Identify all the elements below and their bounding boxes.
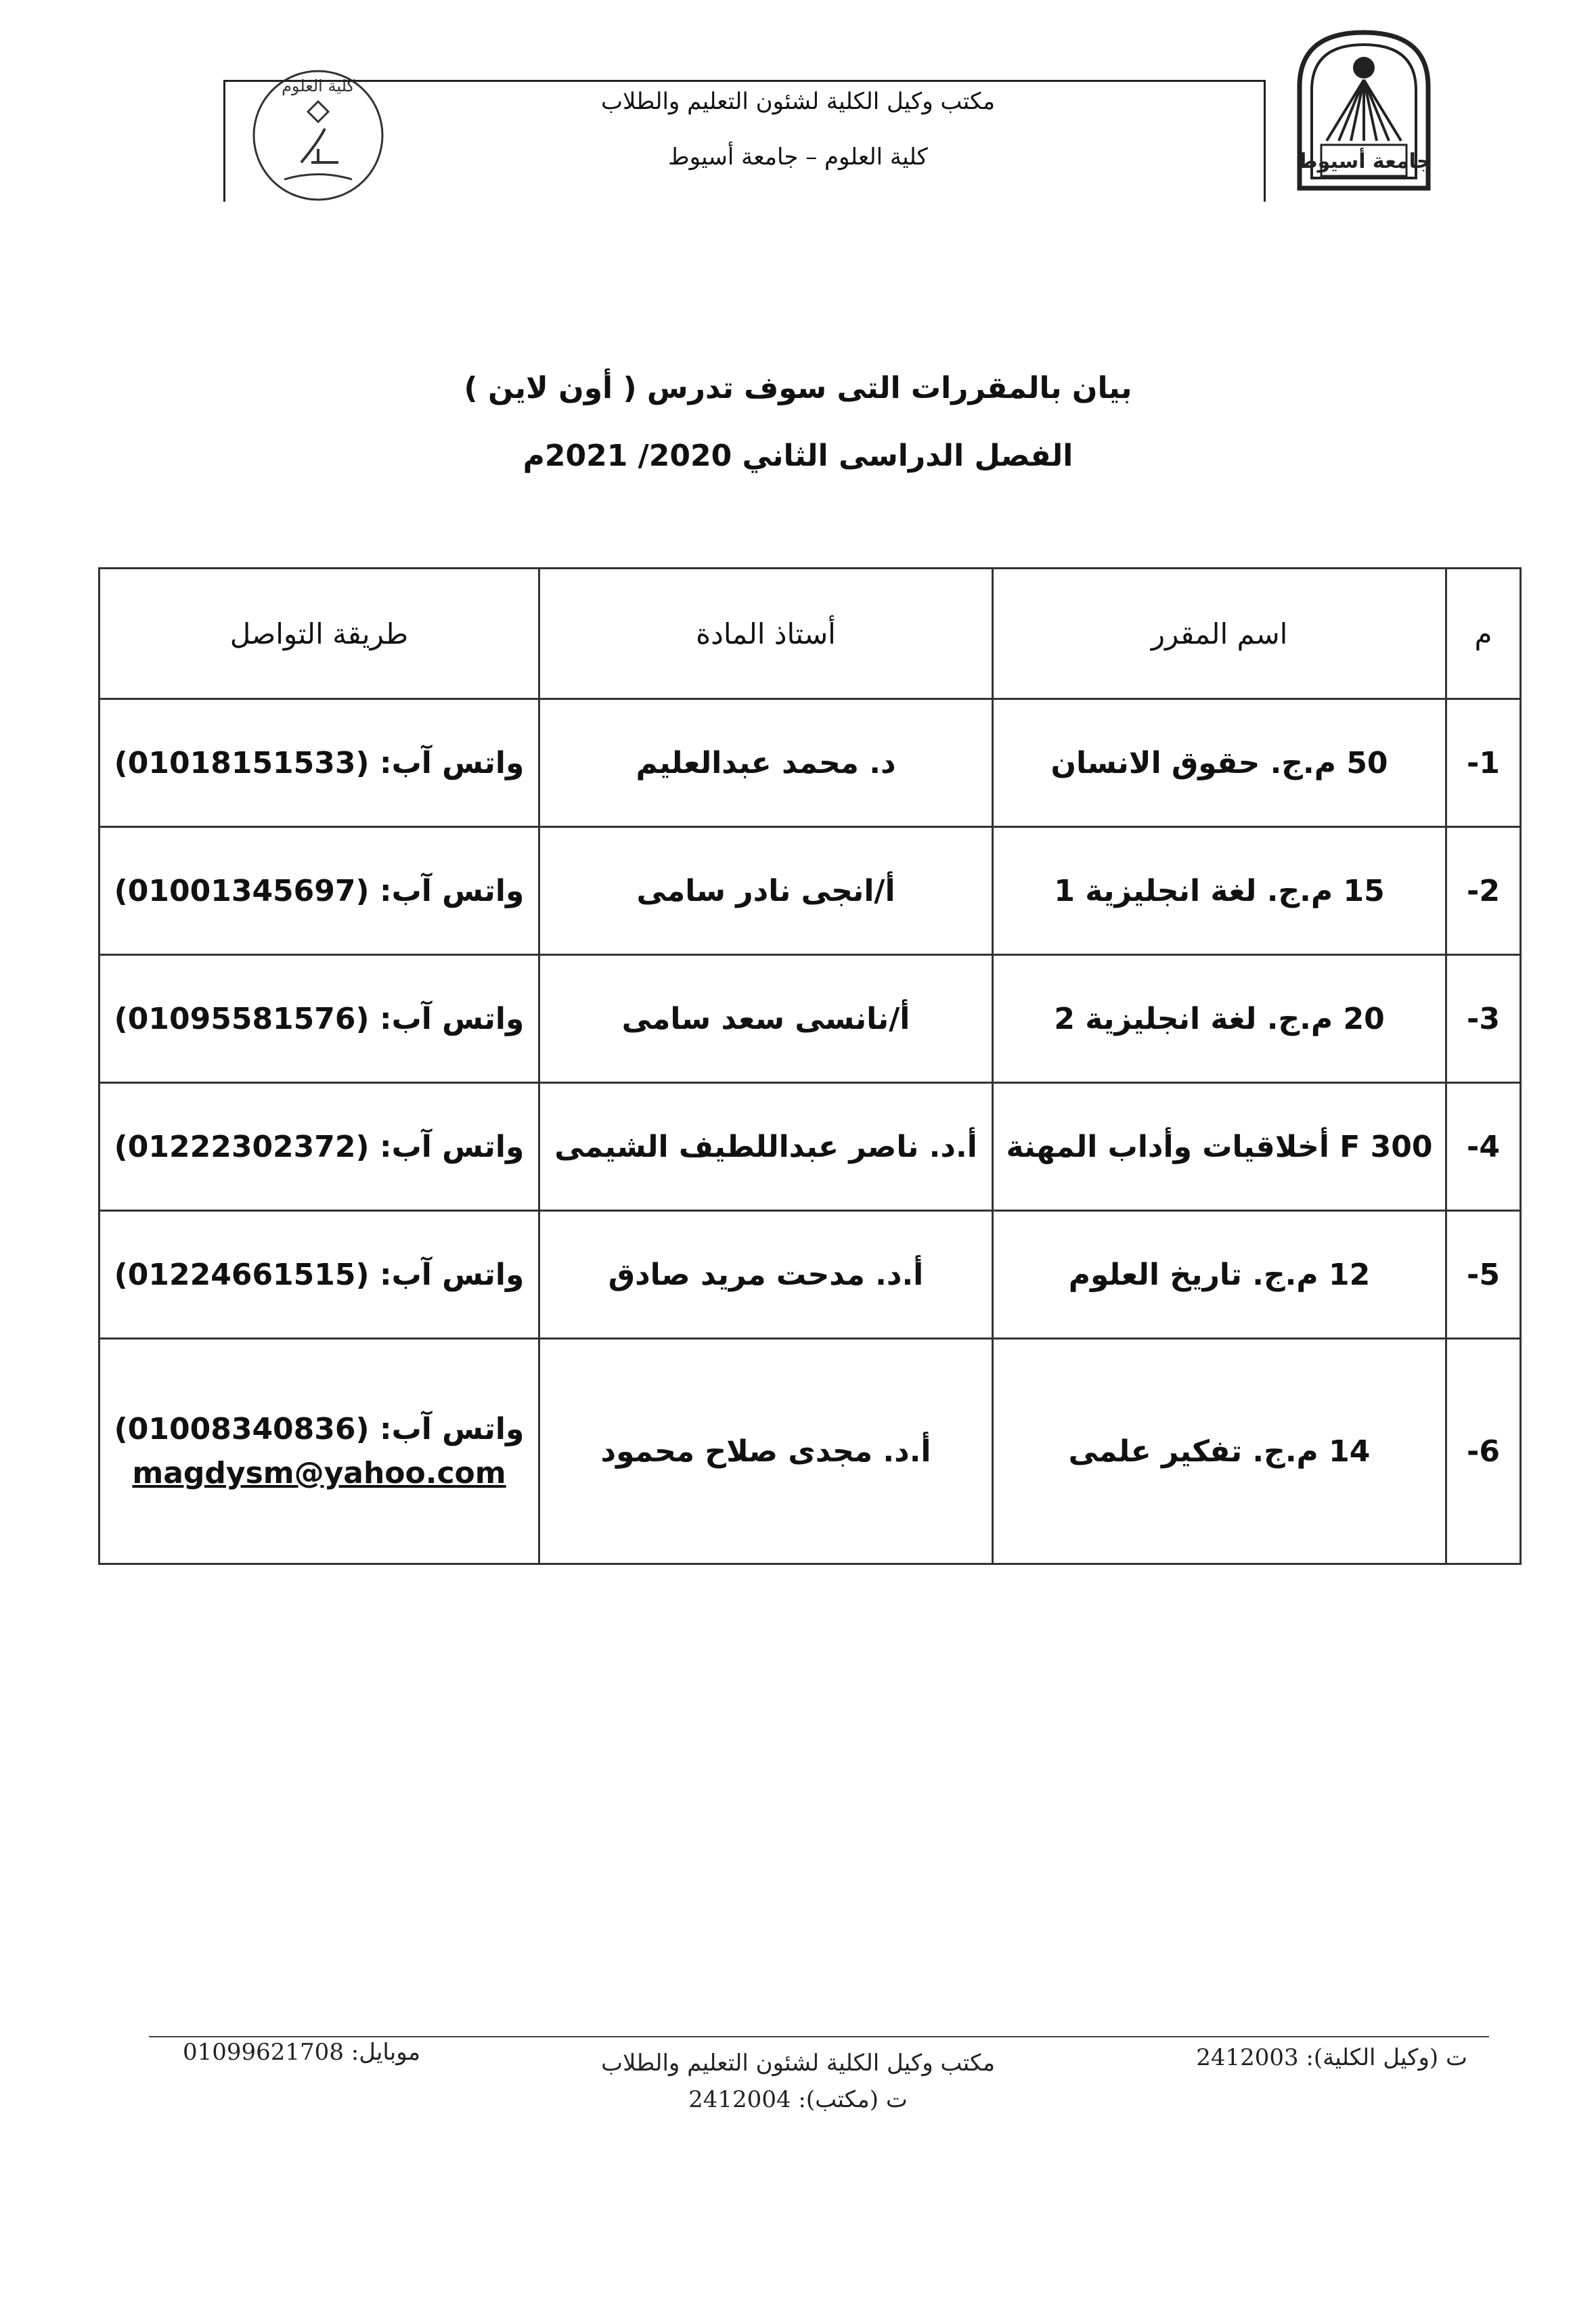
table-row	[99, 1083, 1521, 1211]
semester-subtitle: الفصل الدراسى الثاني 2020/ 2021م	[523, 439, 1073, 473]
whatsapp-label: واتس آب:	[379, 1129, 525, 1164]
phone-number: (01224661515)	[114, 1257, 370, 1292]
whatsapp-label: واتس آب:	[379, 745, 525, 780]
document-title: بيان بالمقررات التى سوف تدرس ( أون لاين )	[464, 371, 1132, 405]
row-number: 2-	[1446, 827, 1521, 955]
professor-name: أ.د. مجدى صلاح محمود	[539, 1339, 993, 1564]
course-name: 14 م.ج. تفكير علمى	[993, 1339, 1446, 1564]
row-number: 1-	[1446, 699, 1521, 827]
table-row	[99, 699, 1521, 827]
row-number: 5-	[1446, 1211, 1521, 1339]
table-header-row	[99, 569, 1521, 699]
course-name: 12 م.ج. تاريخ العلوم	[993, 1211, 1446, 1339]
header-contact-method: طريقة التواصل	[99, 569, 539, 699]
course-name: F 300 أخلاقيات وأداب المهنة	[993, 1083, 1446, 1211]
footer-mobile: موبايل: 01099621708	[183, 2039, 421, 2066]
university-logo-text: جامعة أسيوط	[1296, 150, 1432, 173]
whatsapp-label: واتس آب:	[379, 1001, 525, 1036]
email-link[interactable]: magdysm@yahoo.com	[132, 1456, 506, 1490]
contact-cell	[99, 955, 539, 1083]
professor-name: أ/انجى نادر سامى	[539, 827, 993, 955]
footer-office-phone: ت (مكتب): 2412004	[688, 2086, 908, 2113]
professor-name: أ.د. ناصر عبداللطيف الشيمى	[539, 1083, 993, 1211]
contact-cell	[99, 699, 539, 827]
contact-cell	[99, 1083, 539, 1211]
course-name: 50 م.ج. حقوق الانسان	[993, 699, 1446, 827]
row-number: 6-	[1446, 1339, 1521, 1564]
faculty-logo-text: كلية العلوم	[282, 76, 355, 95]
table-row	[99, 955, 1521, 1083]
whatsapp-label: واتس آب:	[379, 873, 525, 908]
table-row	[99, 827, 1521, 955]
courses-table	[98, 567, 1522, 1565]
table-row	[99, 1339, 1521, 1564]
footer-dean-phone: ت (وكيل الكلية): 2412003	[1196, 2044, 1467, 2071]
whatsapp-label: واتس آب:	[379, 1257, 525, 1292]
phone-number: (01008340836)	[114, 1412, 370, 1446]
whatsapp-label: واتس آب:	[379, 1412, 525, 1446]
phone-number: (01222302372)	[114, 1129, 370, 1164]
professor-name: أ/نانسى سعد سامى	[539, 955, 993, 1083]
contact-cell	[99, 1339, 539, 1564]
footer-office-name: مكتب وكيل الكلية لشئون التعليم والطلاب	[600, 2050, 996, 2077]
header-number: م	[1446, 569, 1521, 699]
header-office-name: مكتب وكيل الكلية لشئون التعليم والطلاب	[600, 88, 996, 115]
course-name: 15 م.ج. لغة انجليزية 1	[993, 827, 1446, 955]
header-faculty-university: كلية العلوم – جامعة أسيوط	[668, 143, 928, 171]
phone-number: (01001345697)	[114, 873, 370, 908]
row-number: 4-	[1446, 1083, 1521, 1211]
contact-cell	[99, 1211, 539, 1339]
professor-name: أ.د. مدحت مريد صادق	[539, 1211, 993, 1339]
table-row	[99, 1211, 1521, 1339]
header-course-name: اسم المقرر	[993, 569, 1446, 699]
row-number: 3-	[1446, 955, 1521, 1083]
header-professor: أستاذ المادة	[539, 569, 993, 699]
course-name: 20 م.ج. لغة انجليزية 2	[993, 955, 1446, 1083]
contact-cell	[99, 827, 539, 955]
professor-name: د. محمد عبدالعليم	[539, 699, 993, 827]
footer-divider	[149, 2036, 1489, 2037]
phone-number: (01018151533)	[114, 745, 370, 780]
phone-number: (01095581576)	[114, 1001, 370, 1036]
